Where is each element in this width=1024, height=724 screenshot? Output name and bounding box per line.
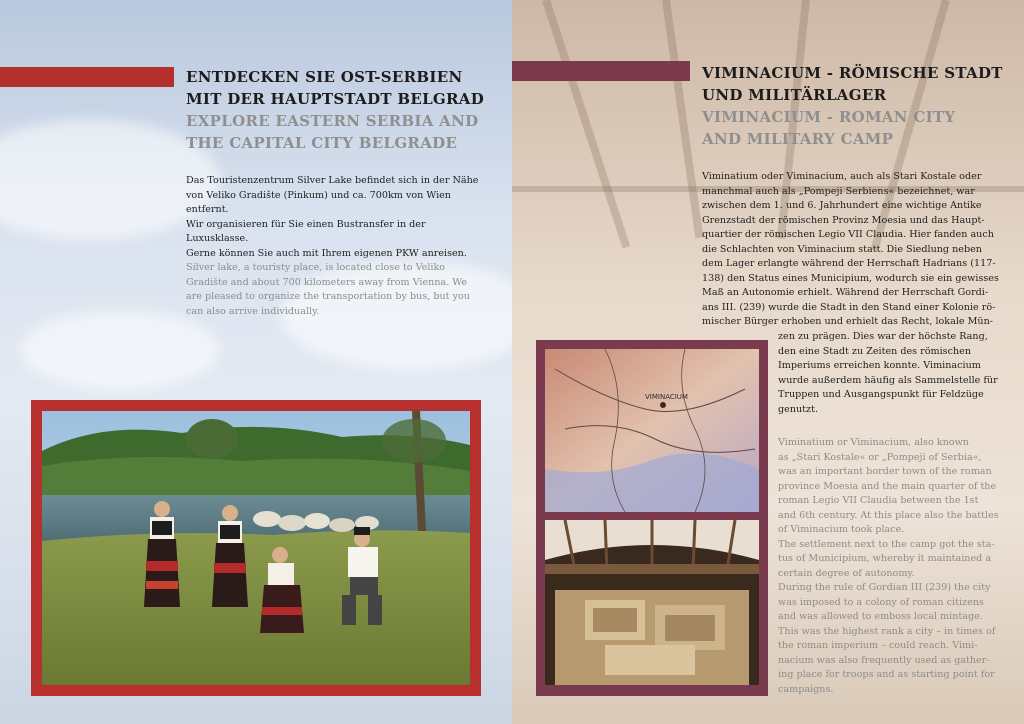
body-line: den eine Stadt zu Zeiten des römischen xyxy=(778,345,971,357)
plum-ribbon xyxy=(512,61,690,81)
roof-beam xyxy=(662,0,703,238)
red-ribbon xyxy=(0,67,174,87)
heading-en xyxy=(702,106,955,150)
body-line: campaigns. xyxy=(778,683,834,695)
body-line: Silver lake, a touristy place, is located close to Veliko xyxy=(186,262,446,273)
heading-en-line: THE CAPITAL CITY BELGRADE xyxy=(186,134,458,152)
body-line: Viminatium or Viminacium, also known xyxy=(778,437,969,448)
body-line: certain degree of autonomy. xyxy=(778,567,915,579)
body-line: roman Legio VII Claudia between the 1st xyxy=(778,495,979,506)
heading-de-line: ENTDECKEN SIE OST-SERBIEN xyxy=(186,68,463,86)
heading-de-line: UND MILITÄRLAGER xyxy=(702,86,887,104)
body-line: die Schlachten von Viminacium statt. Die Siedlung neben xyxy=(702,243,982,255)
body-line: zwischen dem 1. und 6. Jahrhundert eine wichtige Antike xyxy=(702,200,982,211)
body-line: and 6th century. At this place also the battles xyxy=(778,509,999,521)
heading-de-line: MIT DER HAUPTSTADT BELGRAD xyxy=(186,90,485,108)
body-line: ans III. (239) wurde die Stadt in den Stand einer Kolonie rö- xyxy=(702,301,996,313)
body-line: manchmal auch als „Pompeji Serbiens« bezeichnet, war xyxy=(702,185,975,197)
body-de xyxy=(186,174,486,261)
folk-dancers-photo xyxy=(42,411,470,685)
relief-map-image xyxy=(545,349,759,512)
body-line: 138) den Status eines Municipium, wodurch sie ein gewisses xyxy=(702,272,999,284)
body-en xyxy=(186,261,486,319)
body-line: Truppen und Ausgangspunkt für Feldzüge xyxy=(778,389,984,400)
right-page xyxy=(512,0,1024,724)
sky-cloud xyxy=(20,310,220,390)
body-line: This was the highest rank a city – in times of xyxy=(778,625,996,637)
roof-beam xyxy=(542,0,630,249)
body-line: entfernt. xyxy=(186,204,229,215)
body-line: wurde außerdem häufig als Sammelstelle für xyxy=(778,374,998,386)
heading-de xyxy=(702,62,1003,106)
body-line: of Viminacium took place. xyxy=(778,524,905,535)
body-line: the roman imperium – could reach. Vimi- xyxy=(778,640,978,651)
body-line: Imperiums erreichen konnte. Viminacium xyxy=(778,360,981,371)
body-de-continued xyxy=(778,330,1014,417)
body-line: province Moesia and the main quarter of the xyxy=(778,480,997,492)
body-line: tus of Municipium, whereby it maintained a xyxy=(778,553,992,564)
body-line: nacium was also frequently used as gather- xyxy=(778,654,990,666)
body-line: ing place for troops and as starting point for xyxy=(778,669,995,680)
heading-de-line: VIMINACIUM - RÖMISCHE STADT xyxy=(702,64,1003,82)
body-de xyxy=(702,170,1012,330)
body-line: Maß an Autonomie erhielt. Während der Herrschaft Gordi- xyxy=(702,287,989,298)
image-frame xyxy=(536,340,768,696)
body-line: The settlement next to the camp got the sta- xyxy=(778,538,995,550)
body-line: was an important border town of the roman xyxy=(778,466,992,477)
excavation-photo xyxy=(545,520,759,685)
body-line: are pleased to organize the transportation by bus, but you xyxy=(186,291,470,302)
body-line: mischer Bürger erhoben und erhielt das Recht, lokale Mün- xyxy=(702,316,994,327)
heading-en-line: AND MILITARY CAMP xyxy=(702,130,894,148)
body-line: Das Touristenzentrum Silver Lake befindet sich in der Nähe xyxy=(186,175,479,186)
body-line: dem Lager erlangte während der Herrschaft Hadrians (117- xyxy=(702,258,996,269)
body-line: and was allowed to emboss local mintage. xyxy=(778,611,983,622)
body-en xyxy=(778,436,1018,697)
body-line: Gradište and about 700 kilometers away from Vienna. We xyxy=(186,276,468,288)
heading-en xyxy=(186,110,478,154)
heading-en-line: VIMINACIUM - ROMAN CITY xyxy=(702,108,956,126)
body-line: Viminatium oder Viminacium, auch als Stari Kostale oder xyxy=(702,171,982,182)
body-line: Gerne können Sie auch mit Ihrem eigenen PKW anreisen. xyxy=(186,247,467,259)
body-line: was imposed to a colony of roman citizens xyxy=(778,596,984,608)
heading-de xyxy=(186,66,484,110)
body-line: Wir organisieren für Sie einen Bustransfer in der Luxusklasse. xyxy=(186,218,426,244)
body-line: can also arrive individually. xyxy=(186,305,320,317)
body-line: genutzt. xyxy=(778,403,818,415)
map-label: VIMINACIUM xyxy=(645,393,688,401)
photo-frame xyxy=(31,400,481,696)
heading-en-line: EXPLORE EASTERN SERBIA AND xyxy=(186,112,479,130)
body-line: Grenzstadt der römischen Provinz Moesia und das Haupt- xyxy=(702,214,985,226)
body-line: quartier der römischen Legio VII Claudia. Hier fanden auch xyxy=(702,229,994,240)
body-line: During the rule of Gordian III (239) the city xyxy=(778,582,991,593)
body-line: von Veliko Gradište (Pinkum) und ca. 700km von Wien xyxy=(186,189,451,201)
body-line: zen zu prägen. Dies war der höchste Rang, xyxy=(778,331,988,342)
body-line: as „Stari Kostale« or „Pompeji of Serbia«, xyxy=(778,451,982,463)
